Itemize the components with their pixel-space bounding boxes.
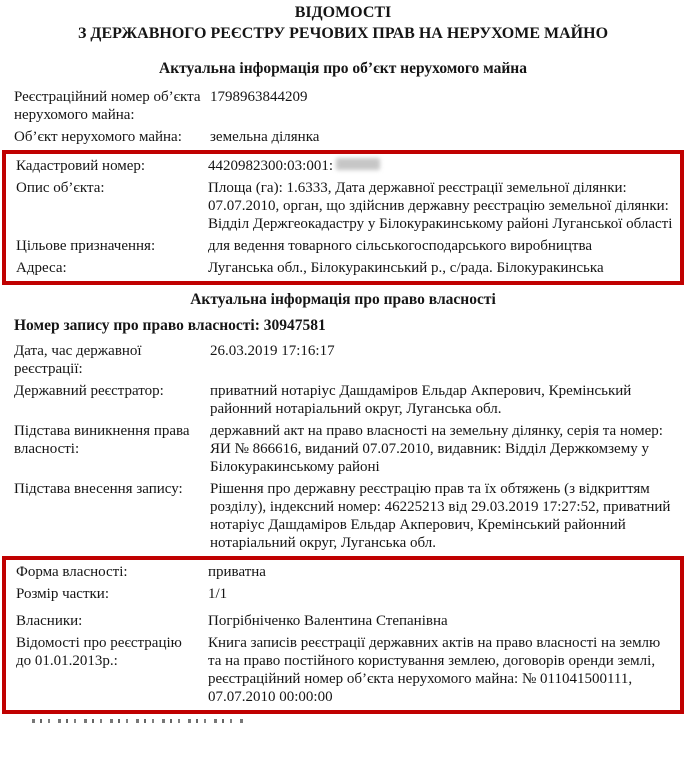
- field-row-pre-2013-registration: [16, 634, 674, 706]
- field-label: Дата, час державної реєстрації:: [14, 343, 142, 377]
- field-row-ownership-ground: [0, 422, 686, 476]
- field-label: Адреса:: [16, 260, 67, 276]
- field-row-object-description: [16, 179, 674, 233]
- field-value: Погрібніченко Валентина Степанівна: [208, 613, 448, 629]
- field-label: Власники:: [16, 613, 83, 629]
- field-value: приватна: [208, 564, 266, 580]
- field-value: Рішення про державну реєстрацію прав та їх обтяжень (з відкриттям розділу), індексний номер: 46225213 від 29.03.2019 17:27:52, приватний нотаріус Дашдаміров Ельдар Акперович, Кремінський районний нотаріальний округ, Луганська обл.: [210, 481, 671, 551]
- clipped-text-fragment: [32, 719, 247, 723]
- field-value: [208, 157, 674, 175]
- field-row-registration-datetime: [0, 342, 686, 378]
- field-value: приватний нотаріус Дашдаміров Ельдар Акперович, Кремінський районний нотаріальний округ, Луганська обл.: [210, 383, 632, 417]
- field-label: Форма власності:: [16, 564, 128, 580]
- field-value: 1/1: [208, 586, 228, 602]
- field-value: для ведення товарного сільськогосподарського виробництва: [208, 238, 593, 254]
- redacted-blur: [336, 158, 380, 170]
- field-row-record-entry-ground: [0, 480, 686, 552]
- field-row-object-type: [0, 128, 686, 146]
- ownership-record-number-line: Номер запису про право власності: 30947581: [14, 317, 326, 334]
- field-label: Відомості про реєстрацію до 01.01.2013р.:: [16, 635, 182, 669]
- field-row-state-registrar: [0, 382, 686, 418]
- field-row-designated-purpose: [16, 237, 674, 255]
- section-heading-ownership: Актуальна інформація про право власності: [190, 291, 496, 308]
- highlight-box-ownership: [2, 556, 684, 714]
- field-label: Підстава виникнення права власності:: [14, 423, 190, 457]
- field-label: Опис об’єкта:: [16, 180, 105, 196]
- field-label: Об’єкт нерухомого майна:: [14, 129, 182, 145]
- field-value: Площа (га): 1.6333, Дата державної реєстрації земельної ділянки: 07.07.2010, орган, що здійснив державну реєстрацію земельної ділянки: Відділ Держгеокадастру у Білокуракинському районі Луганської області: [208, 180, 673, 232]
- field-row-registration-number: [0, 88, 686, 124]
- cadastral-number-text: 4420982300:03:001:: [208, 158, 334, 174]
- field-value: 1798963844209: [210, 89, 308, 105]
- field-row-share-size: [16, 585, 674, 603]
- field-label: Цільове призначення:: [16, 238, 156, 254]
- field-row-address: [16, 259, 674, 277]
- field-label: Підстава внесення запису:: [14, 481, 183, 497]
- field-label: Розмір частки:: [16, 586, 109, 602]
- field-value: земельна ділянка: [210, 129, 320, 145]
- field-label: Реєстраційний номер об’єкта нерухомого майна:: [14, 89, 201, 123]
- field-row-ownership-form: [16, 563, 674, 581]
- document-title-line1: ВІДОМОСТІ: [294, 4, 392, 21]
- field-value: 26.03.2019 17:16:17: [210, 343, 335, 359]
- field-row-owners: [16, 612, 674, 630]
- field-row-cadastral-number: [16, 157, 674, 175]
- section-heading-object: Актуальна інформація про об’єкт нерухомого майна: [159, 60, 527, 77]
- field-value: Луганська обл., Білокуракинський р., с/рада. Білокуракинська: [208, 260, 604, 276]
- document-title-line2: З ДЕРЖАВНОГО РЕЄСТРУ РЕЧОВИХ ПРАВ НА НЕРУХОМЕ МАЙНО: [77, 25, 609, 42]
- field-label: Кадастровий номер:: [16, 158, 146, 174]
- highlight-box-object: [2, 150, 684, 285]
- field-label: Державний реєстратор:: [14, 383, 164, 399]
- registry-extract-document: [0, 2, 686, 723]
- field-value: державний акт на право власності на земельну ділянку, серія та номер: ЯИ № 866616, виданий 07.07.2010, видавник: Відділ Держкомзему у Білокуракинському районі: [210, 423, 663, 475]
- field-value: Книга записів реєстрації державних актів на право власності на землю та на право постійного користування землею, договорів оренди землі, реєстраційний номер об’єкта нерухомого майна: № 011041500111, 07.07.2010 00:00:00: [208, 635, 661, 705]
